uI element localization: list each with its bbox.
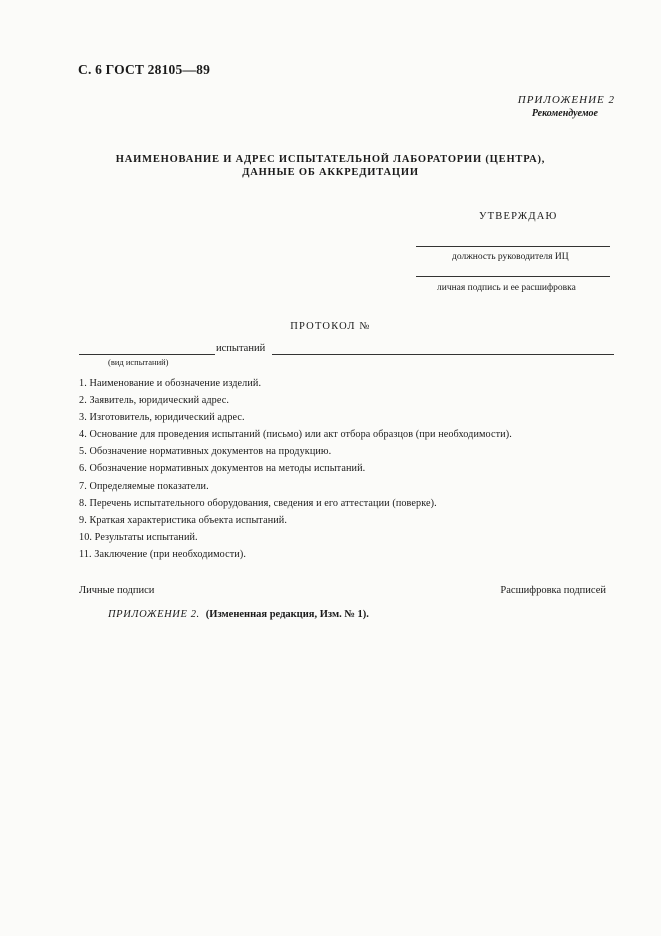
list-item: 11. Заключение (при необходимости).	[79, 548, 247, 560]
signature-caption: личная подпись и ее расшифровка	[437, 283, 576, 293]
list-item: 9. Краткая характеристика объекта испытаний.	[79, 514, 287, 526]
amendment-note	[108, 609, 369, 620]
list-item: 1. Наименование и обозначение изделий.	[79, 378, 262, 389]
amendment-text: (Измененная редакция, Изм. № 1).	[205, 609, 369, 620]
list-item: 8. Перечень испытательного оборудования, сведения и его аттестации (поверке).	[79, 497, 437, 509]
document-title-line-2: ДАННЫЕ ОБ АККРЕДИТАЦИИ	[242, 167, 419, 178]
list-item: 5. Обозначение нормативных документов на продукцию.	[79, 446, 332, 458]
approval-label: УТВЕРЖДАЮ	[479, 211, 558, 222]
appendix-title: ПРИЛОЖЕНИЕ 2	[517, 94, 615, 106]
list-item: 4. Основание для проведения испытаний (письмо) или акт отбора образцов (при необходимости).	[79, 429, 512, 441]
appendix-subtitle: Рекомендуемое	[531, 108, 598, 119]
test-name-line	[272, 354, 614, 355]
page-header: С. 6 ГОСТ 28105—89	[78, 62, 211, 77]
signature-decoding-label: Расшифровка подписей	[500, 585, 606, 596]
test-type-caption: (вид испытаний)	[108, 357, 169, 367]
document-title	[0, 153, 661, 179]
list-item: 10. Результаты испытаний.	[79, 531, 198, 543]
test-type-line	[79, 354, 215, 355]
personal-signatures-label: Личные подписи	[79, 585, 155, 596]
amendment-label: ПРИЛОЖЕНИЕ 2.	[108, 609, 200, 620]
position-signature-line	[416, 246, 610, 247]
list-item: 6. Обозначение нормативных документов на методы испытаний.	[79, 463, 366, 475]
list-item: 2. Заявитель, юридический адрес.	[79, 395, 230, 407]
tests-word: испытаний	[216, 343, 266, 354]
protocol-title: ПРОТОКОЛ №	[290, 321, 371, 332]
personal-signature-line	[416, 276, 610, 277]
protocol-items-list	[79, 378, 512, 566]
position-caption: должность руководителя ИЦ	[452, 252, 569, 262]
list-item: 7. Определяемые показатели.	[79, 480, 209, 492]
document-title-line-1: НАИМЕНОВАНИЕ И АДРЕС ИСПЫТАТЕЛЬНОЙ ЛАБОРАТОРИИ (ЦЕНТРА),	[115, 154, 546, 165]
list-item: 3. Изготовитель, юридический адрес.	[79, 412, 245, 424]
